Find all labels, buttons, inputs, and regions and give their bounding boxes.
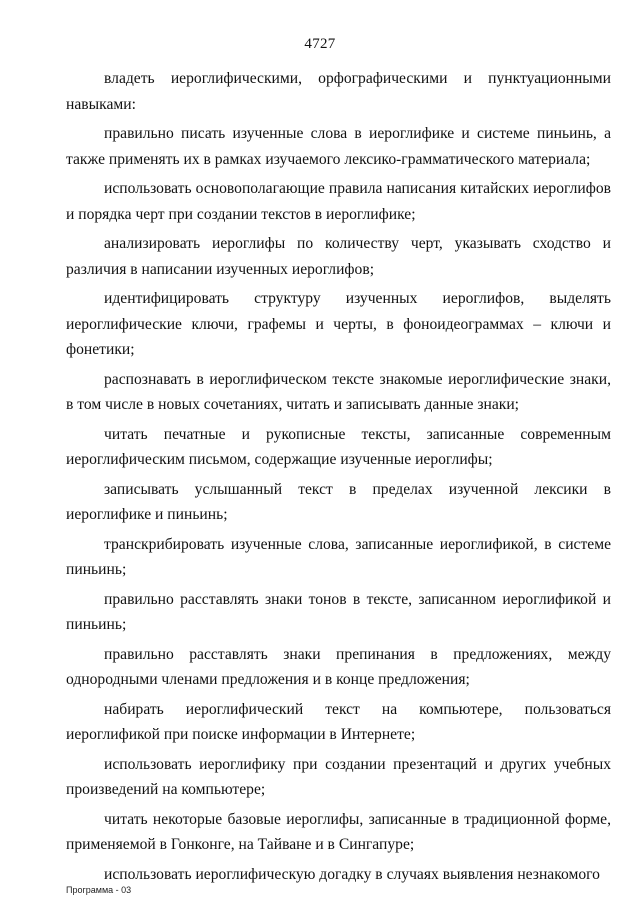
paragraph: правильно расставлять знаки тонов в тексте, записанном иероглификой и пиньинь; (66, 590, 611, 633)
paragraph: правильно писать изученные слова в иероглифике и системе пиньинь, а также применять их в рамках изучаемого лексико-грамматического материала; (66, 125, 611, 168)
paragraph: использовать иероглифическую догадку в случаях выявления незнакомого (104, 865, 600, 883)
paragraph: читать печатные и рукописные тексты, записанные современным иероглифическим письмом, содержащие изученные иероглифы; (66, 425, 611, 468)
paragraph: распознавать в иероглифическом тексте знакомые иероглифические знаки, в том числе в новых сочетаниях, читать и записывать данные знаки; (66, 370, 611, 413)
paragraph: использовать иероглифику при создании презентаций и других учебных произведений на компьютере; (66, 755, 611, 798)
paragraph: записывать услышанный текст в пределах изученной лексики в иероглифике и пиньинь; (66, 480, 611, 523)
footer-label: Программа - 03 (66, 885, 132, 895)
page-number: 4727 (304, 36, 336, 52)
paragraph: читать некоторые базовые иероглифы, записанные в традиционной форме, применяемой в Гонконге, на Тайване и в Сингапуре; (66, 810, 611, 853)
paragraph: набирать иероглифический текст на компьютере, пользоваться иероглификой при поиске информации в Интернете; (66, 700, 611, 743)
paragraph: владеть иероглифическими, орфографическими и пунктуационными навыками: (66, 70, 611, 113)
paragraph: идентифицировать структуру изученных иероглифов, выделять иероглифические ключи, графемы и черты, в фоноидеограммах – ключи и фонетики; (66, 290, 611, 358)
paragraph: использовать основополагающие правила написания китайских иероглифов и порядка черт при создании текстов в иероглифике; (66, 180, 611, 223)
paragraph: анализировать иероглифы по количеству черт, указывать сходство и различия в написании изученных иероглифов; (66, 235, 611, 278)
paragraph: правильно расставлять знаки препинания в предложениях, между однородными членами предложения и в конце предложения; (66, 645, 611, 688)
paragraph: транскрибировать изученные слова, записанные иероглификой, в системе пиньинь; (66, 535, 611, 578)
document-body (66, 66, 611, 891)
